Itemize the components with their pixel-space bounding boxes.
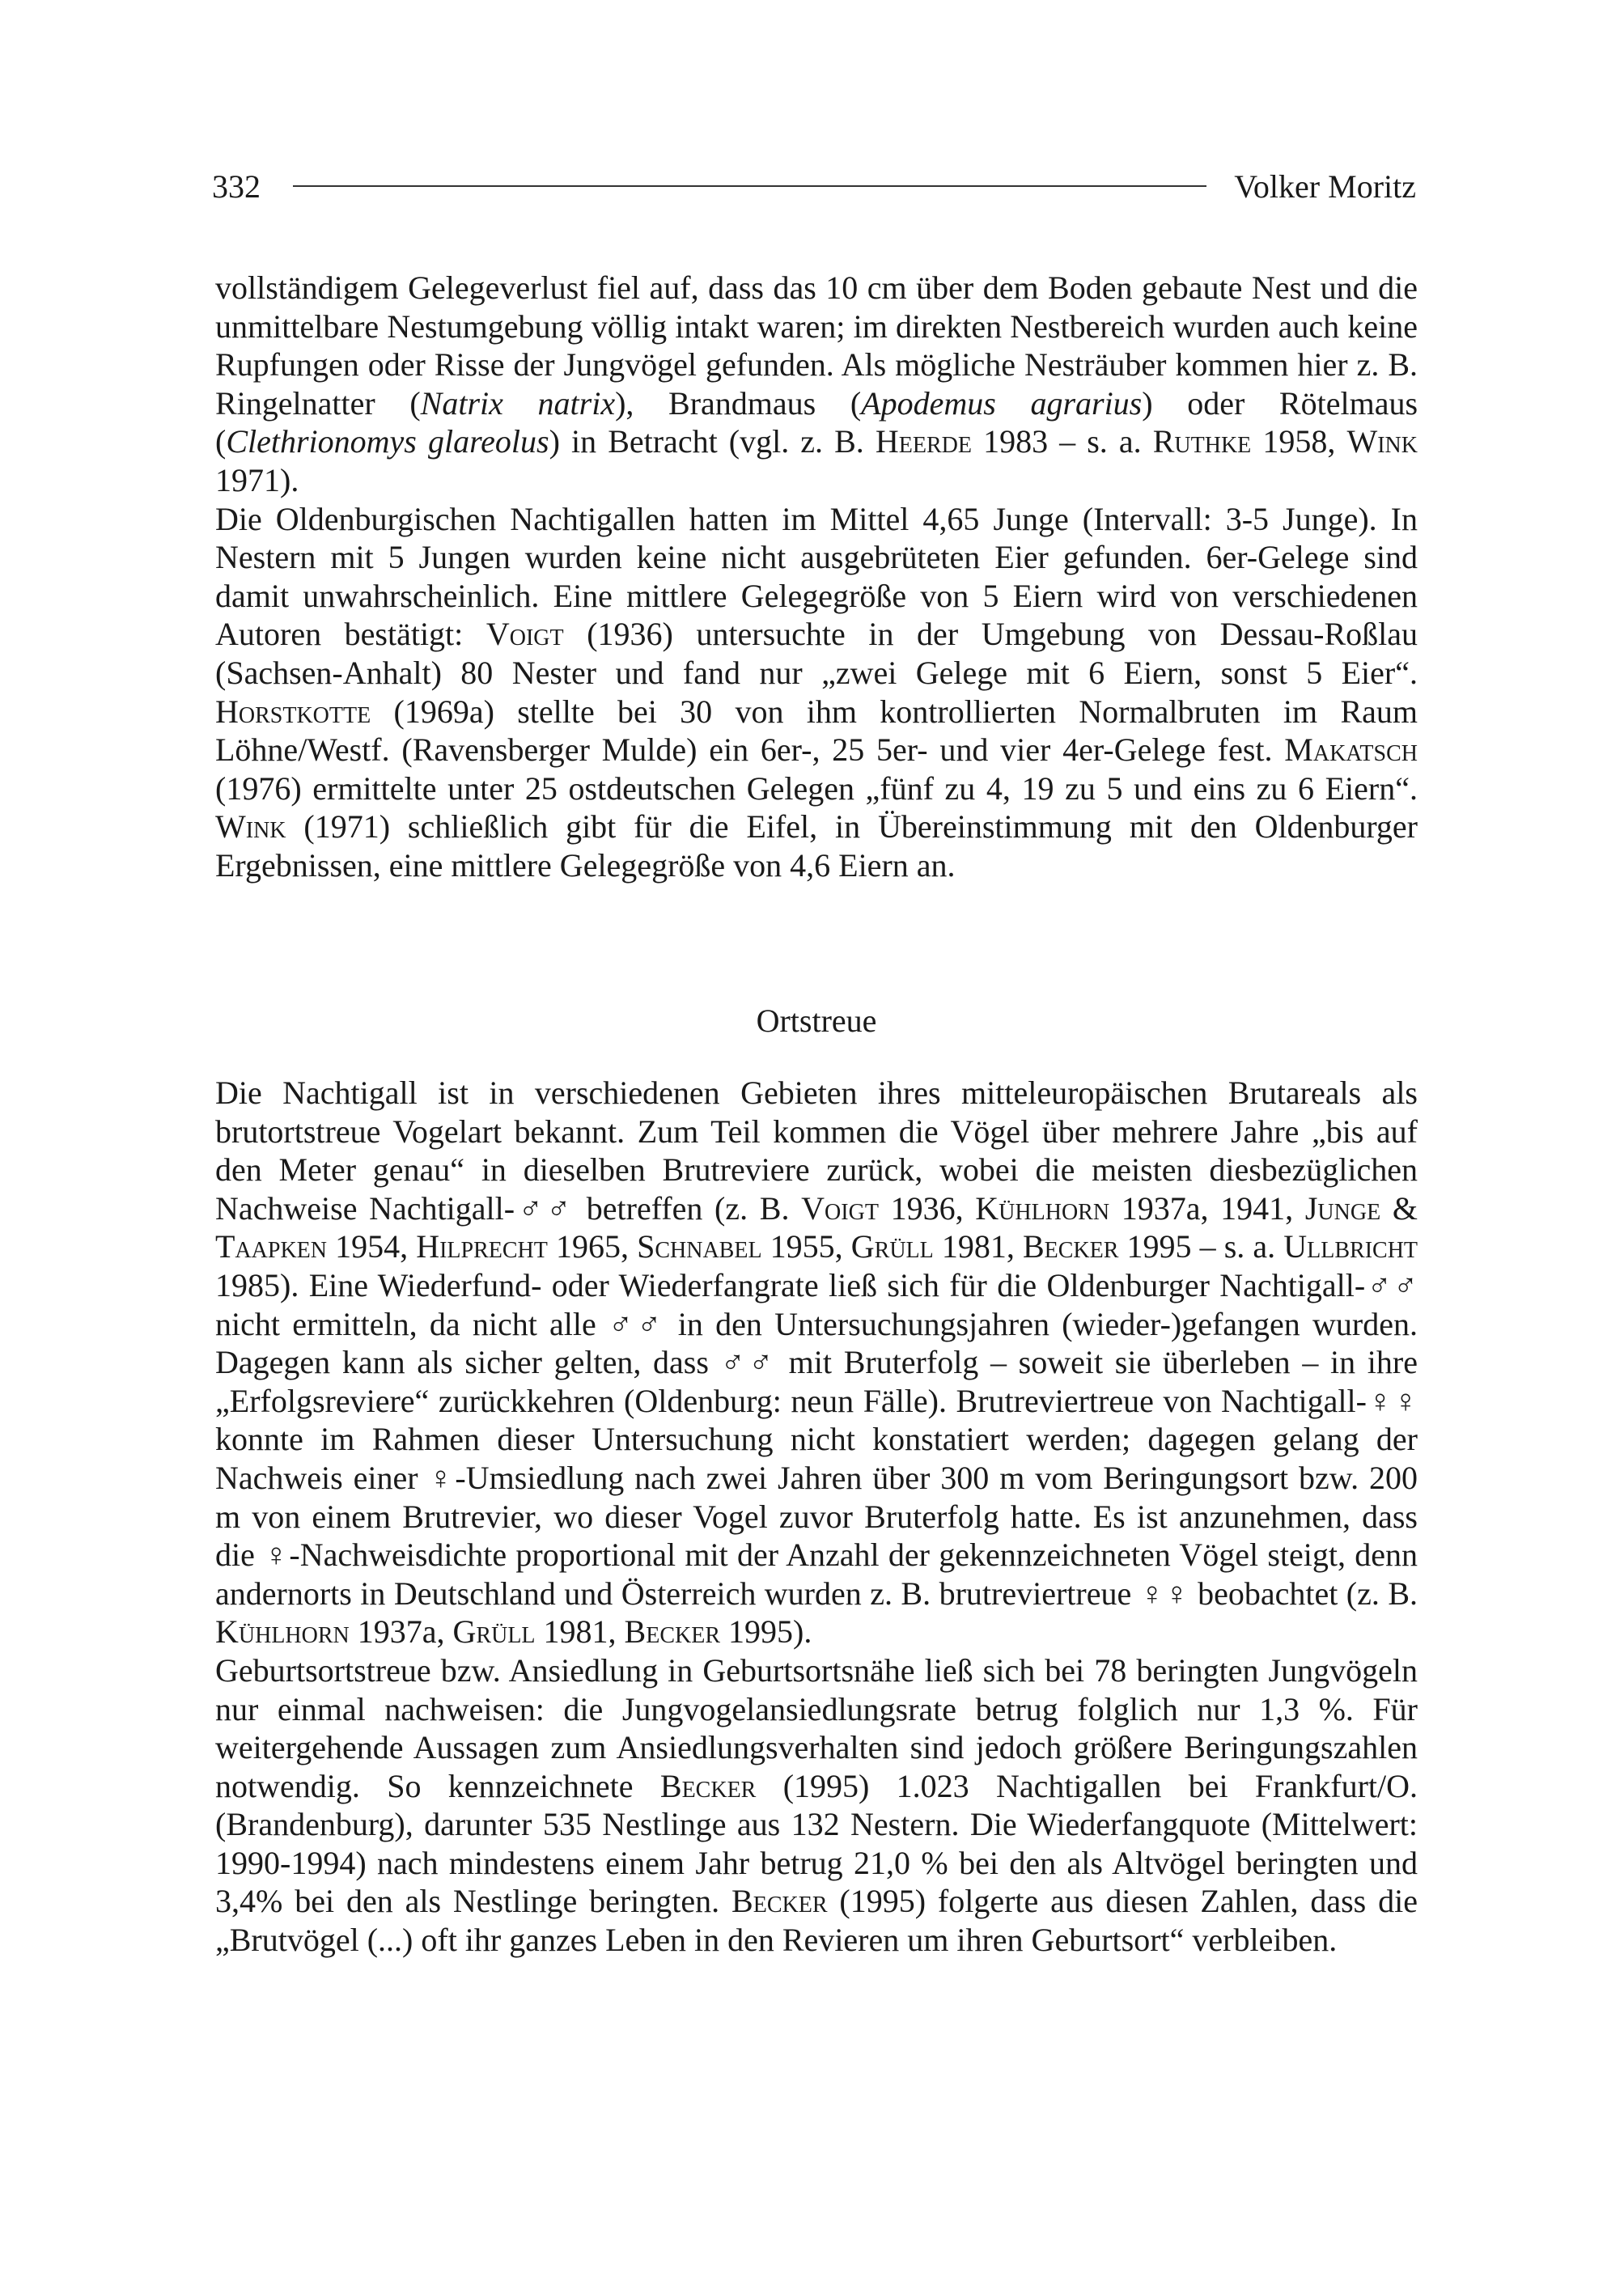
text-run: Die Nachtigall ist in verschiedenen Gebieten ihres mitteleuropäischen Brutareals als brutortstreue Vogelart bekannt. Zum Teil kommen die Vögel über mehrere Jahre „bis auf den Meter genau“ in dieselben Brutreviere zurück, wobei die meisten diesbezüglichen Nachweise Nachtigall-♂♂ betreffen (z. B. (215, 1074, 1418, 1227)
text-run: 1985). Eine Wiederfund- oder Wiederfangrate ließ sich für die Oldenburger Nachtigall-♂♂ nicht ermitteln, da nicht alle ♂♂ in den Untersuchungsjahren (wieder-)gefangen wurden. Dagegen kann als sicher gelten, dass ♂♂ mit Bruterfolg – soweit sie überleben – in ihre „Erfolgsreviere“ zurückkehren (Oldenburg: neun Fälle). Brutreviertreue von Nachtigall-♀♀ konnte im Rahmen dieser Untersuchung nicht konstatiert werden; dagegen gelang der Nachweis einer ♀-Umsiedlung nach zwei Jahren über 300 m vom Beringungsort bzw. 200 m von einem Brutrevier, wo dieser Vogel zuvor Bruterfolg hatte. Es ist anzunehmen, dass die ♀-Nachweisdichte proportional mit der Anzahl der gekennzeichneten Vögel steigt, denn andernorts in Deutschland und Österreich wurden z. B. brutreviertreue ♀♀ beobachtet (z. B. (215, 1266, 1418, 1612)
paragraph-site-fidelity (215, 1074, 1418, 1651)
author-citation: Becker (731, 1883, 828, 1920)
author-citation: Schnabel (637, 1228, 762, 1265)
author-citation: Voigt (486, 616, 564, 653)
author-citation: Wink (215, 808, 286, 846)
author-citation: Taapken (215, 1228, 327, 1265)
author-citation: Ruthke (1152, 423, 1252, 460)
text-run: (1995) 1.023 Nachtigallen bei Frankfurt/O. (Brandenburg), darunter 535 Nestlinge aus 132 Nestern. Die Wiederfangquote (Mittelwert: 1990-1994) nach mindestens einem Jahr betrug 21,0 % bei den als Altvögel beringten und 3,4% bei den als Nestlinge beringten. (215, 1767, 1418, 1920)
text-run: & (1380, 1189, 1418, 1227)
text-run: (1976) ermittelte unter 25 ostdeutschen Gelegen „fünf zu 4, 19 zu 5 und eins zu 6 Eiern“. (215, 769, 1418, 807)
text-run: vollständigem Gelegeverlust fiel auf, dass das 10 cm über dem Boden gebaute Nest und die unmittelbare Nestumgebung völlig intakt waren; im direkten Nestbereich wurden auch keine Rupfungen oder Risse der Jungvögel gefunden. Als mögliche Nesträuber kommen hier z. B. Ringelnatter ( (215, 269, 1418, 422)
text-run: 1955, (761, 1228, 851, 1265)
text-run: ) in Betracht (vgl. z. B. (549, 423, 876, 460)
author-citation: Horstkotte (215, 693, 371, 730)
author-citation: Makatsch (1284, 731, 1418, 769)
author-citation: Grüll (452, 1613, 536, 1651)
text-run: 1954, (327, 1228, 417, 1265)
paragraph-clutch-size (215, 500, 1418, 885)
author-citation: Ullbricht (1283, 1228, 1418, 1265)
text-run: 1965, (547, 1228, 638, 1265)
header-rule (293, 185, 1206, 187)
author-citation: Voigt (801, 1189, 879, 1227)
text-run: ) oder Rötelmaus ( (215, 384, 1418, 460)
text-run: 1958, (1251, 423, 1347, 460)
text-run: (1969a) stellte bei 30 von ihm kontrollierten Normalbruten im Raum Löhne/Westf. (Ravensberger Mulde) ein 6er-, 25 5er- und vier 4er-Gelege fest. (215, 693, 1418, 769)
section-heading: Ortstreue (756, 1002, 877, 1039)
author-citation: Becker (1022, 1228, 1119, 1265)
author-citation: Becker (659, 1767, 757, 1804)
page-number: 332 (212, 167, 261, 205)
text-run: 1981, (535, 1613, 625, 1651)
species-name: Clethrionomys glareolus (226, 423, 549, 460)
text-run: 1936, (878, 1189, 976, 1227)
text-block-site-fidelity (215, 1074, 1418, 1960)
species-name: Apodemus agrarius (861, 384, 1143, 422)
author-citation: Kühlhorn (975, 1189, 1110, 1227)
paragraph-nest-predators (215, 269, 1418, 500)
text-run: Geburtsortstreue bzw. Ansiedlung in Geburtsortsnähe ließ sich bei 78 beringten Jungvögeln nur einmal nachweisen: die Jungvogelansiedlungsrate betrug folglich nur 1,3 %. Für weitergehende Aussagen zum Ansiedlungsverhalten sind jedoch größere Beringungszahlen notwendig. So kennzeichnete (215, 1651, 1418, 1804)
species-name: Natrix natrix (420, 384, 616, 422)
text-run: 1995). (720, 1613, 812, 1651)
running-header (212, 162, 1416, 210)
author-citation: Heerde (875, 423, 972, 460)
author-citation: Becker (624, 1613, 721, 1651)
text-block-top (215, 269, 1418, 885)
author-citation: Grüll (850, 1228, 934, 1265)
text-run: (1936) untersuchte in der Umgebung von Dessau-Roßlau (Sachsen-Anhalt) 80 Nester und fand nur „zwei Gelege mit 6 Eiern, sonst 5 Eier“. (215, 616, 1418, 691)
author-citation: Kühlhorn (215, 1613, 350, 1651)
text-run: (1971) schließlich gibt für die Eifel, in Übereinstimmung mit den Oldenburger Ergebnissen, eine mittlere Gelegegröße von 4,6 Eiern an. (215, 808, 1418, 884)
text-run: 1971). (215, 461, 299, 498)
text-run: (1995) folgerte aus diesen Zahlen, dass die „Brutvögel (...) oft ihr ganzes Leben in den Revieren um ihren Geburtsort“ verbleiben. (215, 1883, 1418, 1959)
text-run: 1995 – s. a. (1118, 1228, 1284, 1265)
text-run: 1981, (933, 1228, 1023, 1265)
text-run: Die Oldenburgischen Nachtigallen hatten im Mittel 4,65 Junge (Intervall: 3-5 Junge). In Nestern mit 5 Jungen wurden keine nicht ausgebrüteten Eier gefunden. 6er-Gelege sind damit unwahrscheinlich. Eine mittlere Gelegegröße von 5 Eiern wird von verschiedenen Autoren bestätigt: (215, 500, 1418, 653)
text-run: 1983 – s. a. (971, 423, 1153, 460)
paragraph-natal-fidelity (215, 1651, 1418, 1960)
author-citation: Hilprecht (416, 1228, 548, 1265)
author-citation: Wink (1346, 423, 1418, 460)
running-header-author: Volker Moritz (1234, 167, 1416, 205)
text-run: 1937a, 1941, (1109, 1189, 1305, 1227)
text-run: ), Brandmaus ( (615, 384, 862, 422)
text-run: 1937a, (349, 1613, 453, 1651)
author-citation: Junge (1304, 1189, 1381, 1227)
